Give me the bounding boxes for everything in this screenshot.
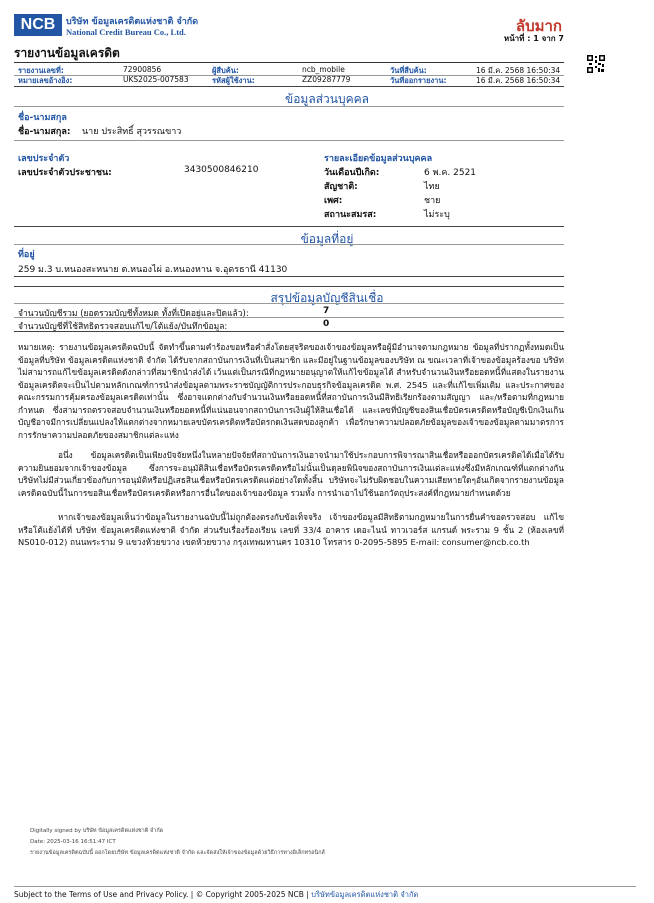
report-title: รายงานข้อมูลเครดิต xyxy=(14,46,120,60)
logo-abbr: NCB xyxy=(20,16,56,33)
id-value: 3430500846210 xyxy=(184,165,259,175)
ref-no-label: หมายเลขอ้างอิง: xyxy=(18,76,73,85)
name-heading: ชื่อ-นามสกุล xyxy=(18,113,67,123)
company-name-en: National Credit Bureau Co., Ltd. xyxy=(66,27,186,37)
divider xyxy=(14,286,564,287)
product-label: ผู้สืบค้น: xyxy=(212,66,239,75)
footer-divider xyxy=(14,886,636,887)
signature-line-2: Date: 2025-03-16 16:51:47 ICT xyxy=(30,839,116,845)
divider xyxy=(14,303,564,304)
divider xyxy=(14,140,564,141)
inquiry-date: 16 มี.ค. 2568 16:50:34 xyxy=(476,66,561,75)
report-date-label: วันที่ออกรายงาน: xyxy=(390,76,447,85)
ref-no: UKS2025-007583 xyxy=(123,75,189,84)
report-date: 16 มี.ค. 2568 16:50:34 xyxy=(476,76,561,85)
total-accounts-value: 7 xyxy=(323,306,330,316)
address-heading: ที่อยู่ xyxy=(18,250,35,260)
user-code-label: รหัสผู้ใช้งาน: xyxy=(212,76,255,85)
divider xyxy=(14,317,564,318)
page-current: 1 xyxy=(533,34,539,43)
divider xyxy=(14,276,564,277)
divider xyxy=(14,86,564,87)
signature-line-3: รายงานข้อมูลเครดิตฉบับนี้ ออกโดยบริษัท ข้อมูลเครดิตแห่งชาติ จำกัด และจัดส่งให้เจ้าของข้อมูลด้วยวิธีการทางอิเล็กทรอนิกส์ xyxy=(30,850,325,856)
divider xyxy=(14,244,564,245)
marital-label: สถานะสมรส: xyxy=(324,210,377,220)
report-no: 72900856 xyxy=(123,65,162,74)
ncb-logo xyxy=(14,14,62,36)
gender-value: ชาย xyxy=(424,196,441,206)
page-total: 7 xyxy=(558,34,564,43)
qr-code-icon xyxy=(586,54,606,74)
divider xyxy=(14,331,564,332)
footer-company-link[interactable]: บริษัทข้อมูลเครดิตแห่งชาติ จำกัด xyxy=(311,890,419,899)
divider xyxy=(14,62,564,63)
user-code: ZZ09287779 xyxy=(302,75,351,84)
divider xyxy=(14,75,564,76)
id-heading: เลขประจำตัว xyxy=(18,154,70,164)
confidential-label: ลับมาก xyxy=(515,17,562,35)
signature-line-1: Digitally signed by บริษัท ข้อมูลเครดิตแห่งชาติ จำกัด xyxy=(30,828,164,834)
dob-value: 6 พ.ค. 2521 xyxy=(424,168,477,178)
nationality-label: สัญชาติ: xyxy=(324,182,358,192)
company-name-th: บริษัท ข้อมูลเครดิตแห่งชาติ จำกัด xyxy=(66,17,199,27)
page-indicator xyxy=(476,32,564,45)
dispute-accounts-value: 0 xyxy=(323,319,330,329)
report-no-label: รายงานเลขที่: xyxy=(18,66,64,75)
page-label: หน้าที่ : xyxy=(503,34,531,43)
inquiry-date-label: วันที่สืบค้น: xyxy=(390,66,427,75)
summary-section-title: สรุปข้อมูลบัญชีสินเชื่อ xyxy=(270,291,384,305)
nationality-value: ไทย xyxy=(424,182,440,192)
details-heading: รายละเอียดข้อมูลส่วนบุคคล xyxy=(324,154,433,164)
footer-text: Subject to the Terms of Use and Privacy Policy. | © Copyright 2005-2025 NCB | xyxy=(14,890,309,899)
dispute-accounts-label: จำนวนบัญชีที่ใช้สิทธิตรวจสอบแก้ไข/โต้แย้ง/บันทึกข้อมูล: xyxy=(18,322,228,332)
footer xyxy=(14,889,418,901)
name-label: ชื่อ-นามสกุล: xyxy=(18,127,71,137)
notes-paragraph-2: อนึ่ง ข้อมูลเครดิตเป็นเพียงปัจจัยหนึ่งในหลายปัจจัยที่สถาบันการเงินอาจนำมาใช้ประกอบการพิจารณาสินเชื่อหรือออกบัตรเครดิตได้เมื่อได้รับความยินยอมจากเจ้าของข้อมูล ซึ่งการจะอนุมัติสินเชื่อหรือบัตรเครดิตหรือไม่นั้นเป็นดุลยพินิจของสถาบันการเงินแต่ละแห่งซึ่งมีหลักเกณฑ์ที่แตกต่างกัน บริษัทไม่มีส่วนเกี่ยวข้องกับการอนุมัติหรือปฏิเสธสินเชื่อหรือบัตรเครดิตแต่อย่างใดทั้งสิ้น บริษัทจะไม่รับผิดชอบในความเสียหายใดๆอันเกิดจากรายงานข้อมูลเครดิตฉบับนี้ในการขอสินเชื่อหรือบัตรเครดิตหรือการอื่นใดของเจ้าของข้อมูล รวมทั้ง การนำเอาไปใช้นอกวัตถุประสงค์ที่กฎหมายกำหนดด้วย xyxy=(18,450,564,498)
marital-value: ไม่ระบุ xyxy=(424,210,450,220)
product: ncb_mobile xyxy=(302,65,345,74)
personal-section-title: ข้อมูลส่วนบุคคล xyxy=(285,92,369,106)
notes-paragraph-1: หมายเหตุ: รายงานข้อมูลเครดิตฉบับนี้ จัดทำขึ้นตามคำร้องขอหรือคำสั่งโดยสุจริตของเจ้าของข้อมูลหรือผู้มีอำนาจตามกฎหมาย ข้อมูลที่ปรากฏทั้งหมดเป็นข้อมูลที่บริษัท ข้อมูลเครดิตแห่งชาติ จำกัด ได้รับจากสถาบันการเงินที่เป็นสมาชิก และมีอยู่ในฐานข้อมูลของบริษัท ณ ขณะเวลาที่เจ้าของข้อมูลร้องขอ บริษัทไม่สามารถแก้ไขข้อมูลเครดิตดังกล่าวที่สมาชิกนำส่งได้ เว้นแต่เป็นกรณีที่กฎหมายอนุญาตให้แก้ไขข้อมูลได้ สำหรับจำนวนเงินหรือยอดหนี้ที่แสดงในรายงานข้อมูลเครดิตจะเป็นไปตามหลักเกณฑ์การนำส่งข้อมูลตามพระราชบัญญัติการประกอบธุรกิจข้อมูลเครดิต พ.ศ. 2545 และที่แก้ไขเพิ่มเติม และประกาศของคณะกรรมการคุ้มครองข้อมูลเครดิตเท่านั้น ซึ่งอาจแตกต่างกับจำนวนเงินหรือยอดหนี้ที่สถาบันการเงินมีสิทธิเรียกร้องตามสัญญา และ/หรือตามที่กฎหมายกำหนด ซึ่งสามารถตรวจสอบจำนวนเงินหรือยอดหนี้ที่แน่นอนจากสถาบันการเงินผู้ให้สินเชื่อได้ และเลขที่บัญชีของสินเชื่อบัตรเครดิตหรือบัญชีเบิกเงินเกินบัญชีอาจมีการเปลี่ยนแปลงให้แตกต่างจากหมายเลขบัตรเครดิตหรือบัตรกดเงินสดของลูกค้า เพื่อรักษาความปลอดภัยข้อมูลของเจ้าของข้อมูลตามมาตรการการรักษาความปลอดภัยของสมาชิกแต่ละแห่ง xyxy=(18,342,564,440)
address-section-title: ข้อมูลที่อยู่ xyxy=(300,232,354,246)
divider xyxy=(14,226,564,227)
dob-label: วันเดือนปีเกิด: xyxy=(324,168,380,178)
gender-label: เพศ: xyxy=(324,196,343,206)
page-of: จาก xyxy=(541,34,556,43)
address-value: 259 ม.3 บ.หนองสะหนาย ต.หนองไผ่ อ.หนองหาน จ.อุดรธานี 41130 xyxy=(18,265,288,275)
total-accounts-label: จำนวนบัญชีรวม (ยอดรวมบัญชีทั้งหมด ทั้งที่เปิดอยู่และปิดแล้ว): xyxy=(18,309,249,319)
digital-signature xyxy=(30,826,325,859)
id-label: เลขประจำตัวประชาชน: xyxy=(18,168,112,178)
notes-paragraph-3: หากเจ้าของข้อมูลเห็นว่าข้อมูลในรายงานฉบับนี้ไม่ถูกต้องตรงกับข้อเท็จจริง เจ้าของข้อมูลมีสิทธิตามกฎหมายในการยื่นคำขอตรวจสอบ แก้ไข หรือโต้แย้งได้ที่ บริษัท ข้อมูลเครดิตแห่งชาติ จำกัด ส่วนรับเรื่องร้องเรียน เลขที่ 33/4 อาคาร เดอะไนน์ ทาวเวอร์ส แกรนด์ พระราม 9 ชั้น 2 (ห้องเลขที่ NS010-012) ถนนพระราม 9 แขวงห้วยขวาง เขตห้วยขวาง กรุงเทพมหานคร 10310 โทรสาร 0-2095-5895 E-mail: consumer@ncb.co.th xyxy=(18,512,564,547)
name-value: นาย ประสิทธิ์ สุวรรณขาว xyxy=(82,127,182,137)
divider xyxy=(14,106,564,107)
